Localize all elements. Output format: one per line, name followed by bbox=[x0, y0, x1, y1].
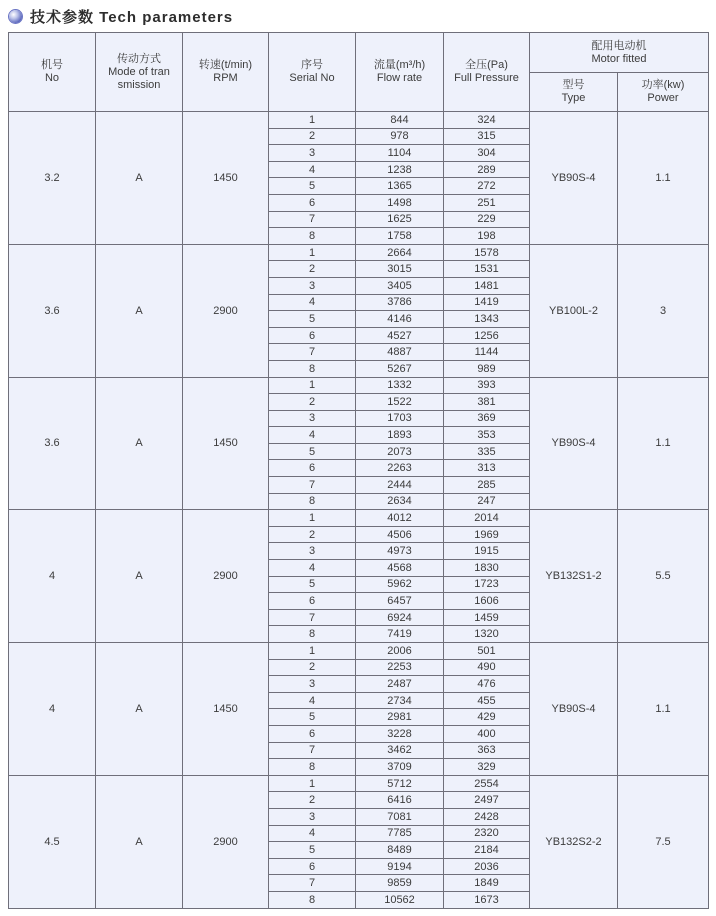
cell-flow: 5267 bbox=[356, 360, 444, 377]
cell-flow: 4012 bbox=[356, 510, 444, 527]
cell-pressure: 313 bbox=[444, 460, 530, 477]
cell-pressure: 251 bbox=[444, 194, 530, 211]
cell-pressure: 989 bbox=[444, 360, 530, 377]
cell-flow: 4973 bbox=[356, 543, 444, 560]
cell-serial: 5 bbox=[269, 576, 356, 593]
table-row bbox=[9, 510, 709, 527]
cell-serial: 7 bbox=[269, 609, 356, 626]
cell-type: YB90S-4 bbox=[530, 643, 618, 776]
cell-pressure: 1849 bbox=[444, 875, 530, 892]
cell-rpm: 2900 bbox=[183, 775, 269, 908]
cell-flow: 1522 bbox=[356, 394, 444, 411]
cell-serial: 8 bbox=[269, 493, 356, 510]
cell-pressure: 400 bbox=[444, 725, 530, 742]
cell-type: YB132S2-2 bbox=[530, 775, 618, 908]
cell-pressure: 501 bbox=[444, 643, 530, 660]
cell-flow: 3405 bbox=[356, 277, 444, 294]
cell-pressure: 2497 bbox=[444, 792, 530, 809]
cell-pressure: 2036 bbox=[444, 858, 530, 875]
cell-no: 3.6 bbox=[9, 244, 96, 377]
table-row bbox=[9, 775, 709, 792]
cell-flow: 4506 bbox=[356, 526, 444, 543]
cell-pressure: 304 bbox=[444, 145, 530, 162]
cell-serial: 8 bbox=[269, 360, 356, 377]
cell-serial: 6 bbox=[269, 194, 356, 211]
bullet-icon bbox=[9, 10, 22, 23]
col-header-type-cn: 型号 bbox=[562, 79, 585, 91]
cell-power: 1.1 bbox=[618, 643, 709, 776]
cell-flow: 7785 bbox=[356, 825, 444, 842]
col-header-serial-en: Serial No bbox=[289, 72, 335, 84]
col-header-serial-cn: 序号 bbox=[301, 59, 323, 71]
cell-pressure: 1343 bbox=[444, 311, 530, 328]
col-header-power-cn: 功率(kw) bbox=[641, 79, 685, 91]
col-header-pressure bbox=[444, 33, 530, 112]
cell-pressure: 353 bbox=[444, 427, 530, 444]
col-header-type bbox=[530, 73, 618, 112]
col-header-flow bbox=[356, 33, 444, 112]
cell-serial: 6 bbox=[269, 460, 356, 477]
cell-flow: 7419 bbox=[356, 626, 444, 643]
cell-pressure: 329 bbox=[444, 759, 530, 776]
cell-no: 4 bbox=[9, 643, 96, 776]
cell-pressure: 1673 bbox=[444, 891, 530, 908]
cell-flow: 9194 bbox=[356, 858, 444, 875]
cell-serial: 8 bbox=[269, 228, 356, 245]
cell-flow: 6457 bbox=[356, 593, 444, 610]
cell-rpm: 1450 bbox=[183, 643, 269, 776]
cell-power: 7.5 bbox=[618, 775, 709, 908]
cell-serial: 8 bbox=[269, 626, 356, 643]
cell-flow: 5962 bbox=[356, 576, 444, 593]
table-row bbox=[9, 244, 709, 261]
cell-flow: 978 bbox=[356, 128, 444, 145]
cell-serial: 6 bbox=[269, 327, 356, 344]
cell-flow: 5712 bbox=[356, 775, 444, 792]
col-header-type-en: Type bbox=[561, 92, 586, 104]
col-header-power bbox=[618, 73, 709, 112]
cell-power: 1.1 bbox=[618, 377, 709, 510]
cell-pressure: 1419 bbox=[444, 294, 530, 311]
cell-pressure: 1830 bbox=[444, 560, 530, 577]
cell-serial: 5 bbox=[269, 178, 356, 195]
cell-flow: 3015 bbox=[356, 261, 444, 278]
cell-serial: 1 bbox=[269, 643, 356, 660]
cell-serial: 5 bbox=[269, 842, 356, 859]
cell-serial: 2 bbox=[269, 792, 356, 809]
cell-pressure: 476 bbox=[444, 676, 530, 693]
cell-flow: 7081 bbox=[356, 808, 444, 825]
cell-serial: 4 bbox=[269, 427, 356, 444]
col-header-motor bbox=[530, 33, 709, 73]
cell-flow: 4568 bbox=[356, 560, 444, 577]
cell-type: YB100L-2 bbox=[530, 244, 618, 377]
cell-pressure: 2428 bbox=[444, 808, 530, 825]
col-header-motor-cn: 配用电动机 bbox=[591, 39, 647, 52]
cell-pressure: 289 bbox=[444, 161, 530, 178]
cell-serial: 5 bbox=[269, 443, 356, 460]
cell-flow: 2444 bbox=[356, 477, 444, 494]
cell-serial: 4 bbox=[269, 692, 356, 709]
cell-serial: 3 bbox=[269, 145, 356, 162]
cell-serial: 8 bbox=[269, 759, 356, 776]
cell-pressure: 1320 bbox=[444, 626, 530, 643]
cell-pressure: 2320 bbox=[444, 825, 530, 842]
cell-serial: 3 bbox=[269, 808, 356, 825]
cell-pressure: 324 bbox=[444, 112, 530, 129]
cell-flow: 2253 bbox=[356, 659, 444, 676]
tech-parameters-table bbox=[8, 32, 709, 909]
cell-rpm: 1450 bbox=[183, 377, 269, 510]
cell-serial: 2 bbox=[269, 261, 356, 278]
cell-flow: 3228 bbox=[356, 725, 444, 742]
cell-pressure: 363 bbox=[444, 742, 530, 759]
cell-pressure: 198 bbox=[444, 228, 530, 245]
cell-pressure: 490 bbox=[444, 659, 530, 676]
cell-type: YB90S-4 bbox=[530, 112, 618, 245]
cell-serial: 7 bbox=[269, 875, 356, 892]
cell-type: YB90S-4 bbox=[530, 377, 618, 510]
col-header-power-en: Power bbox=[647, 92, 679, 104]
col-header-serial bbox=[269, 33, 356, 112]
cell-power: 3 bbox=[618, 244, 709, 377]
page-title: 技术参数 Tech parameters bbox=[30, 8, 234, 26]
cell-pressure: 315 bbox=[444, 128, 530, 145]
cell-flow: 1498 bbox=[356, 194, 444, 211]
cell-flow: 4146 bbox=[356, 311, 444, 328]
cell-rpm: 2900 bbox=[183, 244, 269, 377]
section-header bbox=[0, 0, 716, 32]
cell-serial: 6 bbox=[269, 725, 356, 742]
cell-rpm: 2900 bbox=[183, 510, 269, 643]
cell-flow: 1758 bbox=[356, 228, 444, 245]
cell-flow: 1625 bbox=[356, 211, 444, 228]
cell-pressure: 1459 bbox=[444, 609, 530, 626]
col-header-no bbox=[9, 33, 96, 112]
col-header-flow-en: Flow rate bbox=[376, 72, 423, 84]
cell-pressure: 1606 bbox=[444, 593, 530, 610]
cell-flow: 2263 bbox=[356, 460, 444, 477]
cell-flow: 4527 bbox=[356, 327, 444, 344]
cell-pressure: 1256 bbox=[444, 327, 530, 344]
cell-mode: A bbox=[96, 643, 183, 776]
col-header-no-cn: 机号 bbox=[41, 59, 63, 71]
cell-serial: 8 bbox=[269, 891, 356, 908]
cell-serial: 4 bbox=[269, 560, 356, 577]
cell-pressure: 369 bbox=[444, 410, 530, 427]
cell-pressure: 1969 bbox=[444, 526, 530, 543]
cell-pressure: 229 bbox=[444, 211, 530, 228]
cell-flow: 3462 bbox=[356, 742, 444, 759]
cell-pressure: 285 bbox=[444, 477, 530, 494]
cell-serial: 3 bbox=[269, 410, 356, 427]
cell-mode: A bbox=[96, 112, 183, 245]
cell-flow: 844 bbox=[356, 112, 444, 129]
col-header-rpm-cn: 转速(t/min) bbox=[198, 59, 253, 71]
cell-serial: 7 bbox=[269, 742, 356, 759]
cell-flow: 3709 bbox=[356, 759, 444, 776]
cell-serial: 2 bbox=[269, 659, 356, 676]
cell-serial: 1 bbox=[269, 775, 356, 792]
cell-serial: 3 bbox=[269, 277, 356, 294]
col-header-flow-cn: 流量(m³/h) bbox=[373, 59, 426, 71]
cell-pressure: 393 bbox=[444, 377, 530, 394]
cell-type: YB132S1-2 bbox=[530, 510, 618, 643]
cell-pressure: 455 bbox=[444, 692, 530, 709]
table-body bbox=[9, 112, 709, 909]
cell-pressure: 272 bbox=[444, 178, 530, 195]
cell-serial: 7 bbox=[269, 211, 356, 228]
cell-serial: 6 bbox=[269, 858, 356, 875]
cell-serial: 4 bbox=[269, 825, 356, 842]
cell-serial: 2 bbox=[269, 128, 356, 145]
col-header-mode-en2: smission bbox=[117, 78, 161, 91]
cell-serial: 4 bbox=[269, 161, 356, 178]
cell-serial: 4 bbox=[269, 294, 356, 311]
col-header-no-en: No bbox=[44, 72, 60, 84]
col-header-mode-cn: 传动方式 bbox=[117, 52, 161, 65]
cell-no: 4 bbox=[9, 510, 96, 643]
cell-pressure: 1481 bbox=[444, 277, 530, 294]
cell-flow: 1893 bbox=[356, 427, 444, 444]
cell-mode: A bbox=[96, 775, 183, 908]
cell-pressure: 1578 bbox=[444, 244, 530, 261]
cell-serial: 3 bbox=[269, 676, 356, 693]
cell-flow: 1238 bbox=[356, 161, 444, 178]
cell-no: 4.5 bbox=[9, 775, 96, 908]
cell-serial: 7 bbox=[269, 344, 356, 361]
cell-serial: 3 bbox=[269, 543, 356, 560]
cell-flow: 3786 bbox=[356, 294, 444, 311]
cell-flow: 10562 bbox=[356, 891, 444, 908]
cell-serial: 7 bbox=[269, 477, 356, 494]
cell-flow: 1104 bbox=[356, 145, 444, 162]
cell-pressure: 381 bbox=[444, 394, 530, 411]
cell-serial: 2 bbox=[269, 526, 356, 543]
cell-flow: 2664 bbox=[356, 244, 444, 261]
col-header-motor-en: Motor fitted bbox=[591, 52, 647, 65]
cell-flow: 2734 bbox=[356, 692, 444, 709]
col-header-rpm bbox=[183, 33, 269, 112]
cell-serial: 5 bbox=[269, 311, 356, 328]
cell-pressure: 429 bbox=[444, 709, 530, 726]
cell-flow: 1332 bbox=[356, 377, 444, 394]
cell-serial: 1 bbox=[269, 510, 356, 527]
cell-flow: 1703 bbox=[356, 410, 444, 427]
cell-no: 3.6 bbox=[9, 377, 96, 510]
cell-rpm: 1450 bbox=[183, 112, 269, 245]
cell-serial: 6 bbox=[269, 593, 356, 610]
cell-flow: 6924 bbox=[356, 609, 444, 626]
cell-flow: 6416 bbox=[356, 792, 444, 809]
cell-flow: 9859 bbox=[356, 875, 444, 892]
tech-parameters-table-wrapper bbox=[8, 32, 708, 909]
cell-flow: 2634 bbox=[356, 493, 444, 510]
cell-serial: 5 bbox=[269, 709, 356, 726]
cell-pressure: 1723 bbox=[444, 576, 530, 593]
col-header-pressure-en: Full Pressure bbox=[454, 72, 519, 84]
cell-pressure: 247 bbox=[444, 493, 530, 510]
cell-pressure: 2014 bbox=[444, 510, 530, 527]
cell-pressure: 2554 bbox=[444, 775, 530, 792]
cell-serial: 1 bbox=[269, 112, 356, 129]
cell-mode: A bbox=[96, 244, 183, 377]
cell-flow: 4887 bbox=[356, 344, 444, 361]
col-header-mode bbox=[96, 33, 183, 112]
cell-mode: A bbox=[96, 510, 183, 643]
cell-pressure: 1915 bbox=[444, 543, 530, 560]
cell-flow: 8489 bbox=[356, 842, 444, 859]
cell-serial: 1 bbox=[269, 377, 356, 394]
cell-pressure: 335 bbox=[444, 443, 530, 460]
cell-power: 5.5 bbox=[618, 510, 709, 643]
cell-flow: 2981 bbox=[356, 709, 444, 726]
table-row bbox=[9, 112, 709, 129]
table-row bbox=[9, 377, 709, 394]
cell-flow: 2073 bbox=[356, 443, 444, 460]
table-row bbox=[9, 643, 709, 660]
col-header-pressure-cn: 全压(Pa) bbox=[465, 59, 508, 71]
cell-pressure: 1531 bbox=[444, 261, 530, 278]
cell-serial: 1 bbox=[269, 244, 356, 261]
cell-power: 1.1 bbox=[618, 112, 709, 245]
cell-flow: 2006 bbox=[356, 643, 444, 660]
cell-pressure: 2184 bbox=[444, 842, 530, 859]
cell-mode: A bbox=[96, 377, 183, 510]
col-header-mode-en1: Mode of tran bbox=[108, 65, 170, 78]
cell-no: 3.2 bbox=[9, 112, 96, 245]
cell-flow: 2487 bbox=[356, 676, 444, 693]
col-header-rpm-en: RPM bbox=[213, 72, 238, 84]
cell-serial: 2 bbox=[269, 394, 356, 411]
cell-pressure: 1144 bbox=[444, 344, 530, 361]
cell-flow: 1365 bbox=[356, 178, 444, 195]
